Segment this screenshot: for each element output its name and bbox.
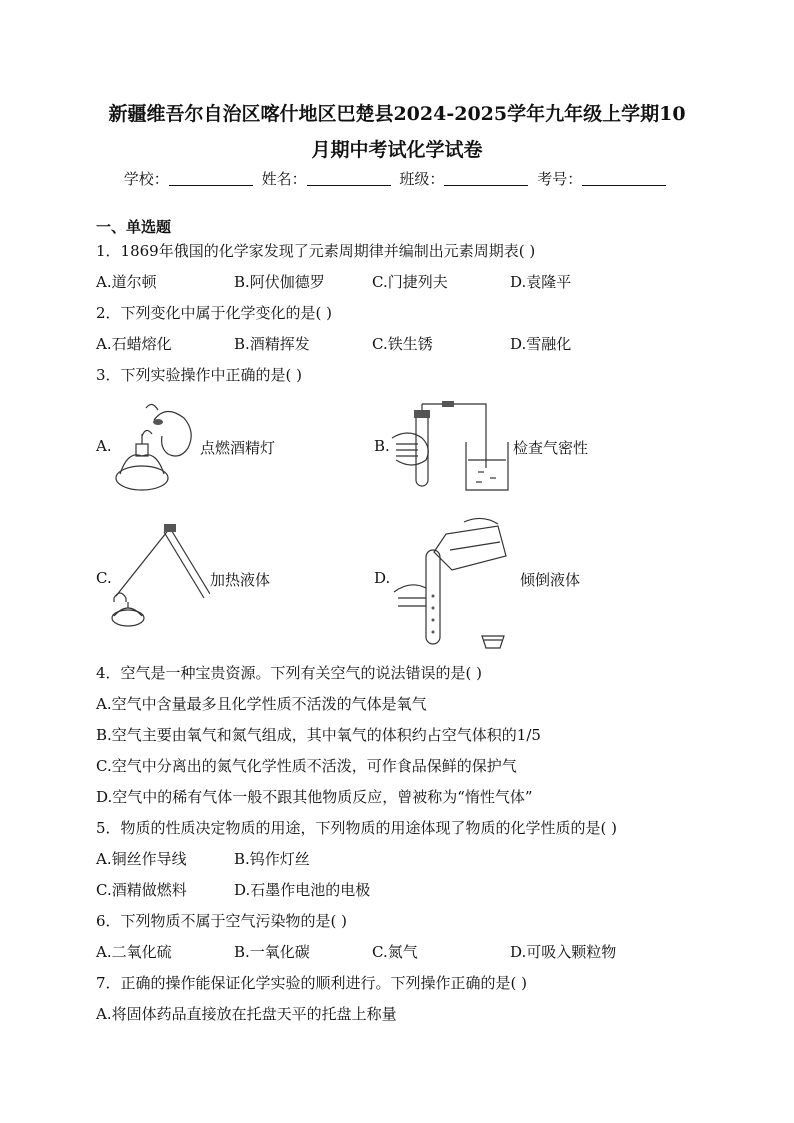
q4-option-c: C.空气中分离出的氮气化学性质不活泼，可作食品保鲜的保护气 [96, 757, 517, 775]
q3-figure-d-letter: D. [374, 569, 391, 587]
q3-figure-a-letter: A. [96, 437, 112, 455]
question-4-stem: 4．空气是一种宝贵资源。下列有关空气的说法错误的是( ) [96, 664, 483, 682]
student-info-row [0, 168, 794, 189]
school-label: 学校： [123, 170, 169, 188]
q6-option-c: C.氮气 [372, 943, 418, 961]
q1-option-c: C.门捷列夫 [372, 273, 448, 291]
q4-option-a: A.空气中含量最多且化学性质不活泼的气体是氧气 [96, 695, 427, 713]
q4-option-d: D.空气中的稀有气体一般不跟其他物质反应，曾被称为“惰性气体” [96, 788, 533, 806]
question-7-stem: 7．正确的操作能保证化学实验的顺利进行。下列操作正确的是( ) [96, 974, 528, 992]
pouring-liquid-figure [386, 516, 516, 654]
q2-option-c: C.铁生锈 [372, 335, 433, 353]
q2-option-a: A.石蜡熔化 [96, 335, 172, 353]
q1-option-a: A.道尔顿 [96, 273, 157, 291]
q6-option-b: B.一氧化碳 [234, 943, 310, 961]
page-title-line-2: 月期中考试化学试卷 [311, 139, 483, 161]
name-blank [307, 171, 391, 186]
q5-option-c: C.酒精做燃料 [96, 881, 187, 899]
alcohol-lamp-lighting-figure [106, 398, 202, 498]
question-1-stem: 1．1869年俄国的化学家发现了元素周期律并编制出元素周期表( ) [96, 242, 536, 260]
q6-option-a: A.二氧化硫 [96, 943, 172, 961]
q5-option-d: D.石墨作电池的电极 [234, 881, 371, 899]
q3-figure-c-caption: 加热液体 [210, 571, 271, 589]
class-blank [444, 171, 528, 186]
question-3-stem: 3．下列实验操作中正确的是( ) [96, 366, 303, 384]
q3-figure-c-letter: C. [96, 569, 112, 587]
class-label: 班级： [399, 170, 445, 188]
q7-option-a: A.将固体药品直接放在托盘天平的托盘上称量 [96, 1005, 397, 1023]
q5-option-b: B.钨作灯丝 [234, 850, 310, 868]
q2-option-b: B.酒精挥发 [234, 335, 310, 353]
q1-option-b: B.阿伏伽德罗 [234, 273, 325, 291]
question-5-stem: 5．物质的性质决定物质的用途，下列物质的用途体现了物质的化学性质的是( ) [96, 819, 618, 837]
heating-liquid-figure [106, 522, 210, 632]
q1-option-d: D.袁隆平 [510, 273, 572, 291]
q3-figure-b-caption: 检查气密性 [513, 439, 589, 457]
q5-option-a: A.铜丝作导线 [96, 850, 187, 868]
school-blank [169, 171, 253, 186]
number-label: 考号： [537, 170, 583, 188]
q3-figure-d-caption: 倾倒液体 [520, 571, 581, 589]
q6-option-d: D.可吸入颗粒物 [510, 943, 617, 961]
q4-option-b: B.空气主要由氧气和氮气组成，其中氧气的体积约占空气体积的1/5 [96, 726, 541, 744]
question-6-stem: 6．下列物质不属于空气污染物的是( ) [96, 912, 348, 930]
q2-option-d: D.雪融化 [510, 335, 572, 353]
q3-figure-b-letter: B. [374, 437, 390, 455]
number-blank [582, 171, 666, 186]
page-title-line-1: 新疆维吾尔自治区喀什地区巴楚县2024-2025学年九年级上学期10 [108, 103, 686, 125]
airtightness-check-figure [382, 398, 512, 494]
q3-figure-a-caption: 点燃酒精灯 [200, 439, 276, 457]
question-2-stem: 2．下列变化中属于化学变化的是( ) [96, 304, 333, 322]
name-label: 姓名： [261, 170, 307, 188]
section-heading: 一、单选题 [96, 218, 172, 236]
